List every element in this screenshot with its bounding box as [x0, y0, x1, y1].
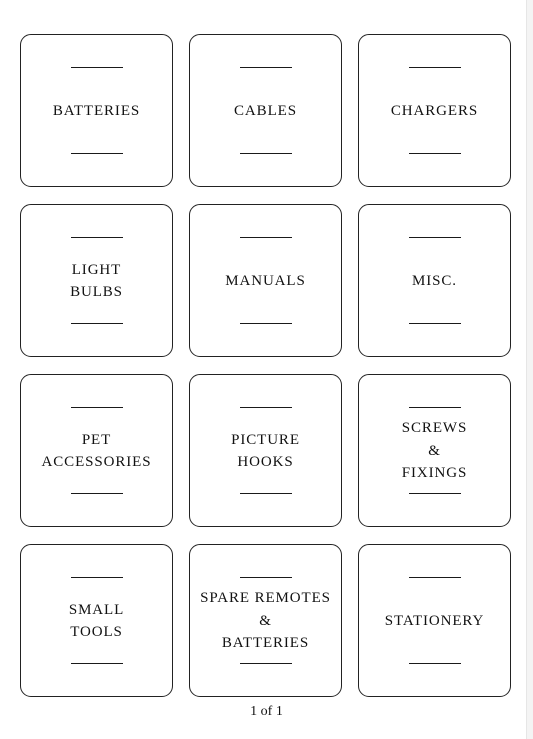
label-top-rule	[71, 407, 123, 408]
label-text: MANUALS	[225, 272, 306, 289]
label-top-rule	[240, 67, 292, 68]
label-text: STATIONERY	[384, 612, 485, 629]
label-card-batteries	[20, 34, 173, 187]
label-bottom-rule	[71, 663, 123, 664]
label-card-picture-hooks	[189, 374, 342, 527]
label-top-rule	[409, 67, 461, 68]
label-card-manuals	[189, 204, 342, 357]
label-bottom-rule	[240, 663, 292, 664]
label-text: BATTERIES	[52, 102, 141, 119]
label-card-screws-fixings	[358, 374, 511, 527]
label-bottom-rule	[240, 153, 292, 154]
label-top-rule	[71, 237, 123, 238]
label-bottom-rule	[409, 663, 461, 664]
label-top-rule	[240, 237, 292, 238]
label-card-misc	[358, 204, 511, 357]
label-bottom-rule	[409, 323, 461, 324]
page-edge	[526, 0, 533, 739]
label-card-stationery	[358, 544, 511, 697]
label-card-pet-accessories	[20, 374, 173, 527]
label-text: SPARE REMOTES & BATTERIES	[200, 590, 331, 652]
label-text: CHARGERS	[390, 102, 479, 119]
label-sheet	[20, 34, 512, 697]
label-top-rule	[409, 407, 461, 408]
label-card-spare-remotes-batteries	[189, 544, 342, 697]
label-text: SMALL TOOLS	[68, 601, 125, 640]
label-bottom-rule	[240, 493, 292, 494]
label-bottom-rule	[71, 323, 123, 324]
label-text: LIGHT BULBS	[70, 261, 123, 300]
label-bottom-rule	[240, 323, 292, 324]
label-text: PET ACCESSORIES	[41, 431, 152, 470]
label-bottom-rule	[409, 493, 461, 494]
label-top-rule	[409, 237, 461, 238]
label-top-rule	[240, 407, 292, 408]
label-bottom-rule	[409, 153, 461, 154]
label-top-rule	[71, 67, 123, 68]
label-text: PICTURE HOOKS	[231, 431, 300, 470]
label-top-rule	[240, 577, 292, 578]
label-top-rule	[409, 577, 461, 578]
label-card-small-tools	[20, 544, 173, 697]
label-top-rule	[71, 577, 123, 578]
label-text: CABLES	[234, 102, 297, 119]
label-card-light-bulbs	[20, 204, 173, 357]
label-card-cables	[189, 34, 342, 187]
label-card-chargers	[358, 34, 511, 187]
label-text: MISC.	[412, 272, 457, 289]
label-text: SCREWS & FIXINGS	[401, 420, 468, 482]
label-bottom-rule	[71, 493, 123, 494]
page-indicator: 1 of 1	[250, 704, 283, 719]
label-bottom-rule	[71, 153, 123, 154]
